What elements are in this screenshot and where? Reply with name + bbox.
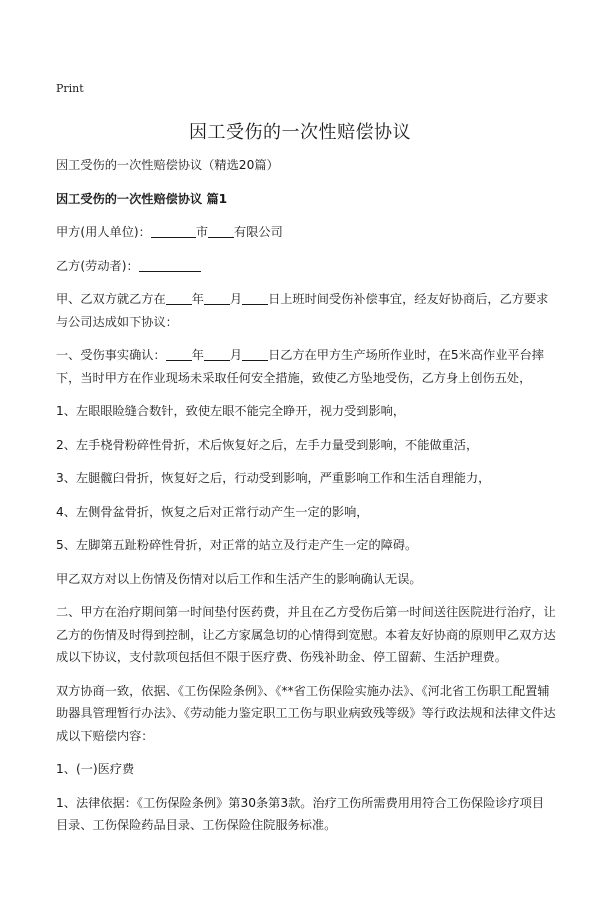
- injury-item: 1、左眼眼睑缝合数针，致使左眼不能完全睁开，视力受到影响，: [56, 404, 406, 418]
- intro-year-blank: [166, 290, 192, 305]
- party-b-name-blank: [139, 257, 201, 272]
- intro-text-2: 日上班时间受伤补偿事宜，经友好协商后，乙方要求与公司达成如下协议：: [56, 292, 549, 329]
- print-label: Print: [56, 82, 84, 95]
- party-a-city-blank: [151, 223, 196, 238]
- document-subtitle: 因工受伤的一次性赔偿协议（精选20篇）: [56, 158, 279, 172]
- page-title: 因工受伤的一次性赔偿协议: [189, 122, 411, 143]
- clause-1-text-1: 一、受伤事实确认：: [56, 348, 166, 362]
- clause-1-day-blank: [242, 346, 268, 361]
- clause-1-year-label: 年: [191, 348, 204, 362]
- clause-1-paragraph: [56, 344, 556, 389]
- intro-year-label: 年: [191, 292, 204, 306]
- intro-paragraph: [56, 288, 556, 333]
- confirmation-paragraph: 甲乙双方对以上伤情及伤情对以后工作和生活产生的影响确认无误。: [56, 571, 422, 586]
- injury-item: 3、左腿髋臼骨折，恢复好之后，行动受到影响，严重影响工作和生活自理能力，: [56, 471, 491, 485]
- party-a-label: 甲方(用人单位)：: [56, 225, 151, 239]
- clause-1-text-2: 日乙方在甲方生产场所作业时，在5米高作业平台摔下，当时甲方在作业现场未采取任何安全措施，致使乙方坠地受伤，乙方身上创伤五处，: [56, 348, 544, 385]
- injury-item: 5、左脚第五趾粉碎性骨折，对正常的站立及行走产生一定的障碍。: [56, 538, 418, 552]
- intro-month-label: 月: [229, 292, 243, 306]
- intro-month-blank: [204, 290, 230, 305]
- consensus-paragraph: 双方协商一致，依据、《工伤保险条例》、《**省工伤保险实施办法》、《河北省工伤职工配置辅助器具管理暂行办法》、《劳动能力鉴定职工工伤与职业病致残等级》等行政法规和法律文件达成以下赔偿内容：: [56, 683, 556, 743]
- document-body: [56, 154, 556, 848]
- clause-1-month-label: 月: [229, 348, 243, 362]
- clause-2-paragraph: 二、甲方在治疗期间第一时间垫付医药费，并且在乙方受伤后第一时间送往医院进行治疗，让乙方的伤情及时得到控制，让乙方家属急切的心情得到宽慰。本着友好协商的原则甲乙双方达成以下协议，支付款项包括但不限于医疗费、伤残补助金、停工留薪、生活护理费。: [56, 605, 556, 664]
- party-a-city-label: 市: [195, 225, 209, 239]
- intro-day-blank: [242, 290, 268, 305]
- party-b-label: 乙方(劳动者)：: [56, 258, 139, 273]
- party-b-line: [56, 255, 556, 278]
- injury-item: 2、左手桡骨粉碎性骨折，术后恢复好之后，左手力量受到影响，不能做重活，: [56, 437, 479, 452]
- intro-text-1: 甲、乙双方就乙方在: [56, 292, 166, 306]
- item-1-text: 1、法律依据：《工伤保险条例》第30条第3款。治疗工伤所需费用用符合工伤保险诊疗项目目录、工伤保险药品目录、工伤保险住院服务标准。: [56, 795, 545, 832]
- party-a-company-label: 有限公司: [234, 225, 283, 239]
- injury-item: 4、左侧骨盆骨折，恢复之后对正常行动产生一定的影响，: [56, 504, 369, 519]
- party-a-line: [56, 221, 556, 244]
- clause-1-year-blank: [166, 346, 192, 361]
- item-1-title: 1、(一)医疗费: [56, 762, 135, 776]
- party-a-company-blank: [208, 223, 234, 238]
- section-heading: 因工受伤的一次性赔偿协议 篇1: [56, 191, 228, 206]
- clause-1-month-blank: [204, 346, 230, 361]
